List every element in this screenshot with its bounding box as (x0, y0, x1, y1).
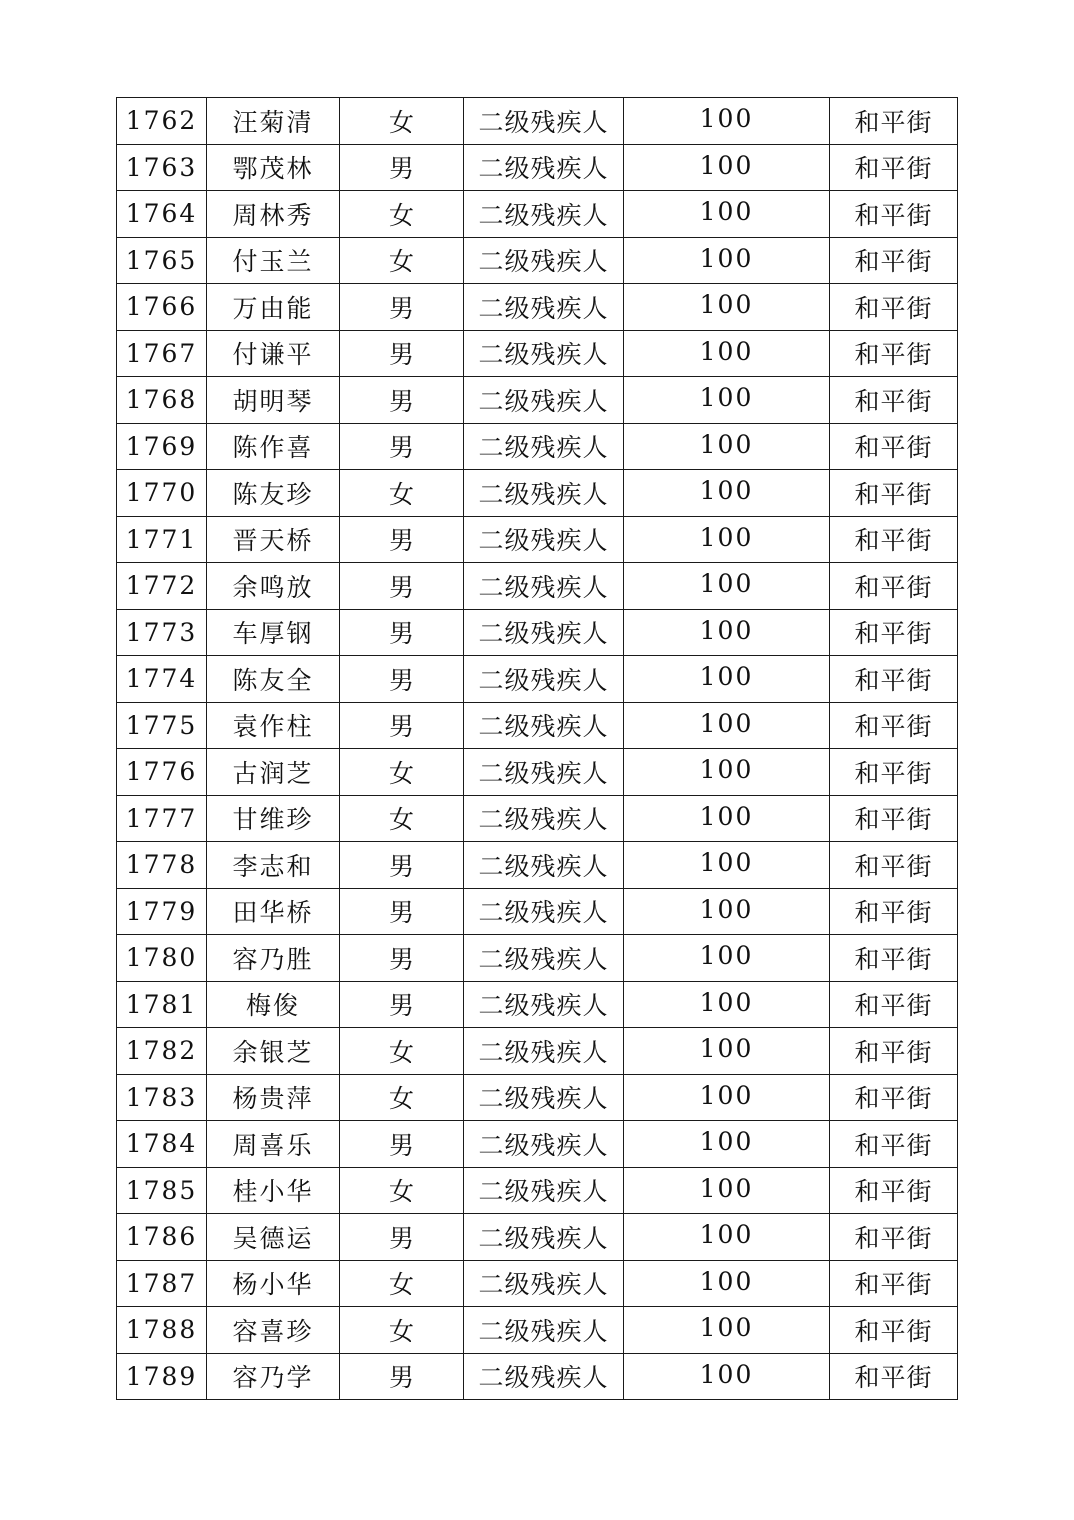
gender-cell: 男 (340, 609, 464, 656)
street-cell: 和平街 (830, 702, 958, 749)
table-row (117, 423, 958, 470)
amount-cell: 100 (624, 1167, 830, 1214)
gender-cell: 女 (340, 1167, 464, 1214)
amount-cell: 100 (624, 1028, 830, 1075)
table-row (117, 749, 958, 796)
name-cell: 杨贵萍 (207, 1074, 340, 1121)
disability-grade-cell: 二级残疾人 (464, 749, 624, 796)
disability-grade-cell: 二级残疾人 (464, 284, 624, 331)
gender-cell: 男 (340, 330, 464, 377)
amount-cell: 100 (624, 702, 830, 749)
amount-cell: 100 (624, 563, 830, 610)
gender-cell: 男 (340, 563, 464, 610)
street-cell: 和平街 (830, 609, 958, 656)
table-row (117, 330, 958, 377)
gender-cell: 女 (340, 98, 464, 145)
gender-cell: 男 (340, 702, 464, 749)
table-row (117, 563, 958, 610)
table-row (117, 1214, 958, 1261)
street-cell: 和平街 (830, 1167, 958, 1214)
gender-cell: 男 (340, 981, 464, 1028)
name-cell: 万由能 (207, 284, 340, 331)
name-cell: 吴德运 (207, 1214, 340, 1261)
table-row (117, 842, 958, 889)
gender-cell: 女 (340, 191, 464, 238)
serial-number-cell: 1769 (117, 423, 207, 470)
name-cell: 陈友全 (207, 656, 340, 703)
name-cell: 李志和 (207, 842, 340, 889)
serial-number-cell: 1768 (117, 377, 207, 424)
street-cell: 和平街 (830, 98, 958, 145)
disability-grade-cell: 二级残疾人 (464, 191, 624, 238)
serial-number-cell: 1763 (117, 144, 207, 191)
gender-cell: 女 (340, 1074, 464, 1121)
serial-number-cell: 1783 (117, 1074, 207, 1121)
street-cell: 和平街 (830, 1214, 958, 1261)
name-cell: 余鸣放 (207, 563, 340, 610)
serial-number-cell: 1782 (117, 1028, 207, 1075)
disability-grade-cell: 二级残疾人 (464, 1121, 624, 1168)
serial-number-cell: 1784 (117, 1121, 207, 1168)
name-cell: 田华桥 (207, 888, 340, 935)
table-row (117, 1121, 958, 1168)
gender-cell: 女 (340, 1028, 464, 1075)
amount-cell: 100 (624, 1121, 830, 1168)
table-row (117, 1167, 958, 1214)
serial-number-cell: 1772 (117, 563, 207, 610)
disability-grade-cell: 二级残疾人 (464, 563, 624, 610)
disability-grade-cell: 二级残疾人 (464, 237, 624, 284)
disability-grade-cell: 二级残疾人 (464, 470, 624, 517)
disability-grade-cell: 二级残疾人 (464, 423, 624, 470)
serial-number-cell: 1771 (117, 516, 207, 563)
serial-number-cell: 1775 (117, 702, 207, 749)
street-cell: 和平街 (830, 284, 958, 331)
serial-number-cell: 1774 (117, 656, 207, 703)
disability-grade-cell: 二级残疾人 (464, 795, 624, 842)
street-cell: 和平街 (830, 144, 958, 191)
table-row (117, 981, 958, 1028)
name-cell: 付玉兰 (207, 237, 340, 284)
disability-grade-cell: 二级残疾人 (464, 1307, 624, 1354)
disability-grade-cell: 二级残疾人 (464, 144, 624, 191)
disability-grade-cell: 二级残疾人 (464, 935, 624, 982)
street-cell: 和平街 (830, 749, 958, 796)
amount-cell: 100 (624, 1214, 830, 1261)
name-cell: 胡明琴 (207, 377, 340, 424)
gender-cell: 女 (340, 237, 464, 284)
amount-cell: 100 (624, 423, 830, 470)
amount-cell: 100 (624, 1260, 830, 1307)
street-cell: 和平街 (830, 191, 958, 238)
gender-cell: 男 (340, 377, 464, 424)
street-cell: 和平街 (830, 795, 958, 842)
amount-cell: 100 (624, 144, 830, 191)
name-cell: 陈作喜 (207, 423, 340, 470)
amount-cell: 100 (624, 1074, 830, 1121)
gender-cell: 男 (340, 1121, 464, 1168)
serial-number-cell: 1777 (117, 795, 207, 842)
serial-number-cell: 1781 (117, 981, 207, 1028)
amount-cell: 100 (624, 284, 830, 331)
disability-grade-cell: 二级残疾人 (464, 702, 624, 749)
gender-cell: 男 (340, 935, 464, 982)
table-row (117, 237, 958, 284)
name-cell: 梅俊 (207, 981, 340, 1028)
table-row (117, 470, 958, 517)
disability-grade-cell: 二级残疾人 (464, 656, 624, 703)
serial-number-cell: 1765 (117, 237, 207, 284)
street-cell: 和平街 (830, 935, 958, 982)
recipient-table (116, 97, 958, 1400)
street-cell: 和平街 (830, 656, 958, 703)
street-cell: 和平街 (830, 330, 958, 377)
table-row (117, 935, 958, 982)
amount-cell: 100 (624, 656, 830, 703)
serial-number-cell: 1788 (117, 1307, 207, 1354)
table-row (117, 1307, 958, 1354)
serial-number-cell: 1785 (117, 1167, 207, 1214)
disability-grade-cell: 二级残疾人 (464, 98, 624, 145)
disability-grade-cell: 二级残疾人 (464, 1260, 624, 1307)
street-cell: 和平街 (830, 1353, 958, 1400)
disability-grade-cell: 二级残疾人 (464, 1167, 624, 1214)
disability-grade-cell: 二级残疾人 (464, 1214, 624, 1261)
name-cell: 袁作柱 (207, 702, 340, 749)
gender-cell: 男 (340, 516, 464, 563)
name-cell: 容喜珍 (207, 1307, 340, 1354)
serial-number-cell: 1780 (117, 935, 207, 982)
street-cell: 和平街 (830, 1074, 958, 1121)
gender-cell: 男 (340, 144, 464, 191)
amount-cell: 100 (624, 795, 830, 842)
street-cell: 和平街 (830, 516, 958, 563)
table-row (117, 1260, 958, 1307)
amount-cell: 100 (624, 609, 830, 656)
table-row (117, 284, 958, 331)
name-cell: 容乃学 (207, 1353, 340, 1400)
serial-number-cell: 1773 (117, 609, 207, 656)
name-cell: 容乃胜 (207, 935, 340, 982)
disability-grade-cell: 二级残疾人 (464, 1353, 624, 1400)
amount-cell: 100 (624, 981, 830, 1028)
serial-number-cell: 1778 (117, 842, 207, 889)
serial-number-cell: 1766 (117, 284, 207, 331)
serial-number-cell: 1762 (117, 98, 207, 145)
serial-number-cell: 1764 (117, 191, 207, 238)
disability-grade-cell: 二级残疾人 (464, 1074, 624, 1121)
street-cell: 和平街 (830, 1260, 958, 1307)
gender-cell: 男 (340, 656, 464, 703)
gender-cell: 男 (340, 284, 464, 331)
disability-grade-cell: 二级残疾人 (464, 377, 624, 424)
street-cell: 和平街 (830, 470, 958, 517)
name-cell: 车厚钢 (207, 609, 340, 656)
name-cell: 古润芝 (207, 749, 340, 796)
gender-cell: 男 (340, 842, 464, 889)
amount-cell: 100 (624, 330, 830, 377)
gender-cell: 女 (340, 1307, 464, 1354)
name-cell: 陈友珍 (207, 470, 340, 517)
table-row (117, 656, 958, 703)
amount-cell: 100 (624, 191, 830, 238)
table-row (117, 98, 958, 145)
name-cell: 桂小华 (207, 1167, 340, 1214)
table-row (117, 1353, 958, 1400)
name-cell: 鄂茂林 (207, 144, 340, 191)
serial-number-cell: 1789 (117, 1353, 207, 1400)
gender-cell: 女 (340, 795, 464, 842)
table-row (117, 516, 958, 563)
table-row (117, 795, 958, 842)
amount-cell: 100 (624, 1353, 830, 1400)
table-row (117, 377, 958, 424)
table-body (117, 98, 958, 1400)
gender-cell: 女 (340, 749, 464, 796)
gender-cell: 男 (340, 423, 464, 470)
street-cell: 和平街 (830, 377, 958, 424)
amount-cell: 100 (624, 516, 830, 563)
name-cell: 汪菊清 (207, 98, 340, 145)
name-cell: 杨小华 (207, 1260, 340, 1307)
name-cell: 余银芝 (207, 1028, 340, 1075)
amount-cell: 100 (624, 1307, 830, 1354)
name-cell: 付谦平 (207, 330, 340, 377)
disability-grade-cell: 二级残疾人 (464, 609, 624, 656)
street-cell: 和平街 (830, 842, 958, 889)
disability-grade-cell: 二级残疾人 (464, 516, 624, 563)
name-cell: 周林秀 (207, 191, 340, 238)
amount-cell: 100 (624, 470, 830, 517)
table-row (117, 888, 958, 935)
disability-grade-cell: 二级残疾人 (464, 330, 624, 377)
serial-number-cell: 1767 (117, 330, 207, 377)
gender-cell: 男 (340, 1353, 464, 1400)
serial-number-cell: 1776 (117, 749, 207, 796)
disability-grade-cell: 二级残疾人 (464, 842, 624, 889)
disability-grade-cell: 二级残疾人 (464, 1028, 624, 1075)
amount-cell: 100 (624, 98, 830, 145)
street-cell: 和平街 (830, 423, 958, 470)
disability-grade-cell: 二级残疾人 (464, 888, 624, 935)
gender-cell: 男 (340, 888, 464, 935)
table-row (117, 702, 958, 749)
street-cell: 和平街 (830, 1028, 958, 1075)
gender-cell: 男 (340, 1214, 464, 1261)
gender-cell: 女 (340, 1260, 464, 1307)
street-cell: 和平街 (830, 888, 958, 935)
street-cell: 和平街 (830, 237, 958, 284)
street-cell: 和平街 (830, 1121, 958, 1168)
amount-cell: 100 (624, 749, 830, 796)
gender-cell: 女 (340, 470, 464, 517)
street-cell: 和平街 (830, 981, 958, 1028)
table-row (117, 191, 958, 238)
street-cell: 和平街 (830, 563, 958, 610)
amount-cell: 100 (624, 935, 830, 982)
street-cell: 和平街 (830, 1307, 958, 1354)
amount-cell: 100 (624, 842, 830, 889)
serial-number-cell: 1770 (117, 470, 207, 517)
table-row (117, 609, 958, 656)
serial-number-cell: 1779 (117, 888, 207, 935)
table-row (117, 144, 958, 191)
table-row (117, 1074, 958, 1121)
serial-number-cell: 1786 (117, 1214, 207, 1261)
name-cell: 甘维珍 (207, 795, 340, 842)
amount-cell: 100 (624, 237, 830, 284)
name-cell: 晋天桥 (207, 516, 340, 563)
amount-cell: 100 (624, 377, 830, 424)
amount-cell: 100 (624, 888, 830, 935)
table-row (117, 1028, 958, 1075)
disability-grade-cell: 二级残疾人 (464, 981, 624, 1028)
name-cell: 周喜乐 (207, 1121, 340, 1168)
serial-number-cell: 1787 (117, 1260, 207, 1307)
